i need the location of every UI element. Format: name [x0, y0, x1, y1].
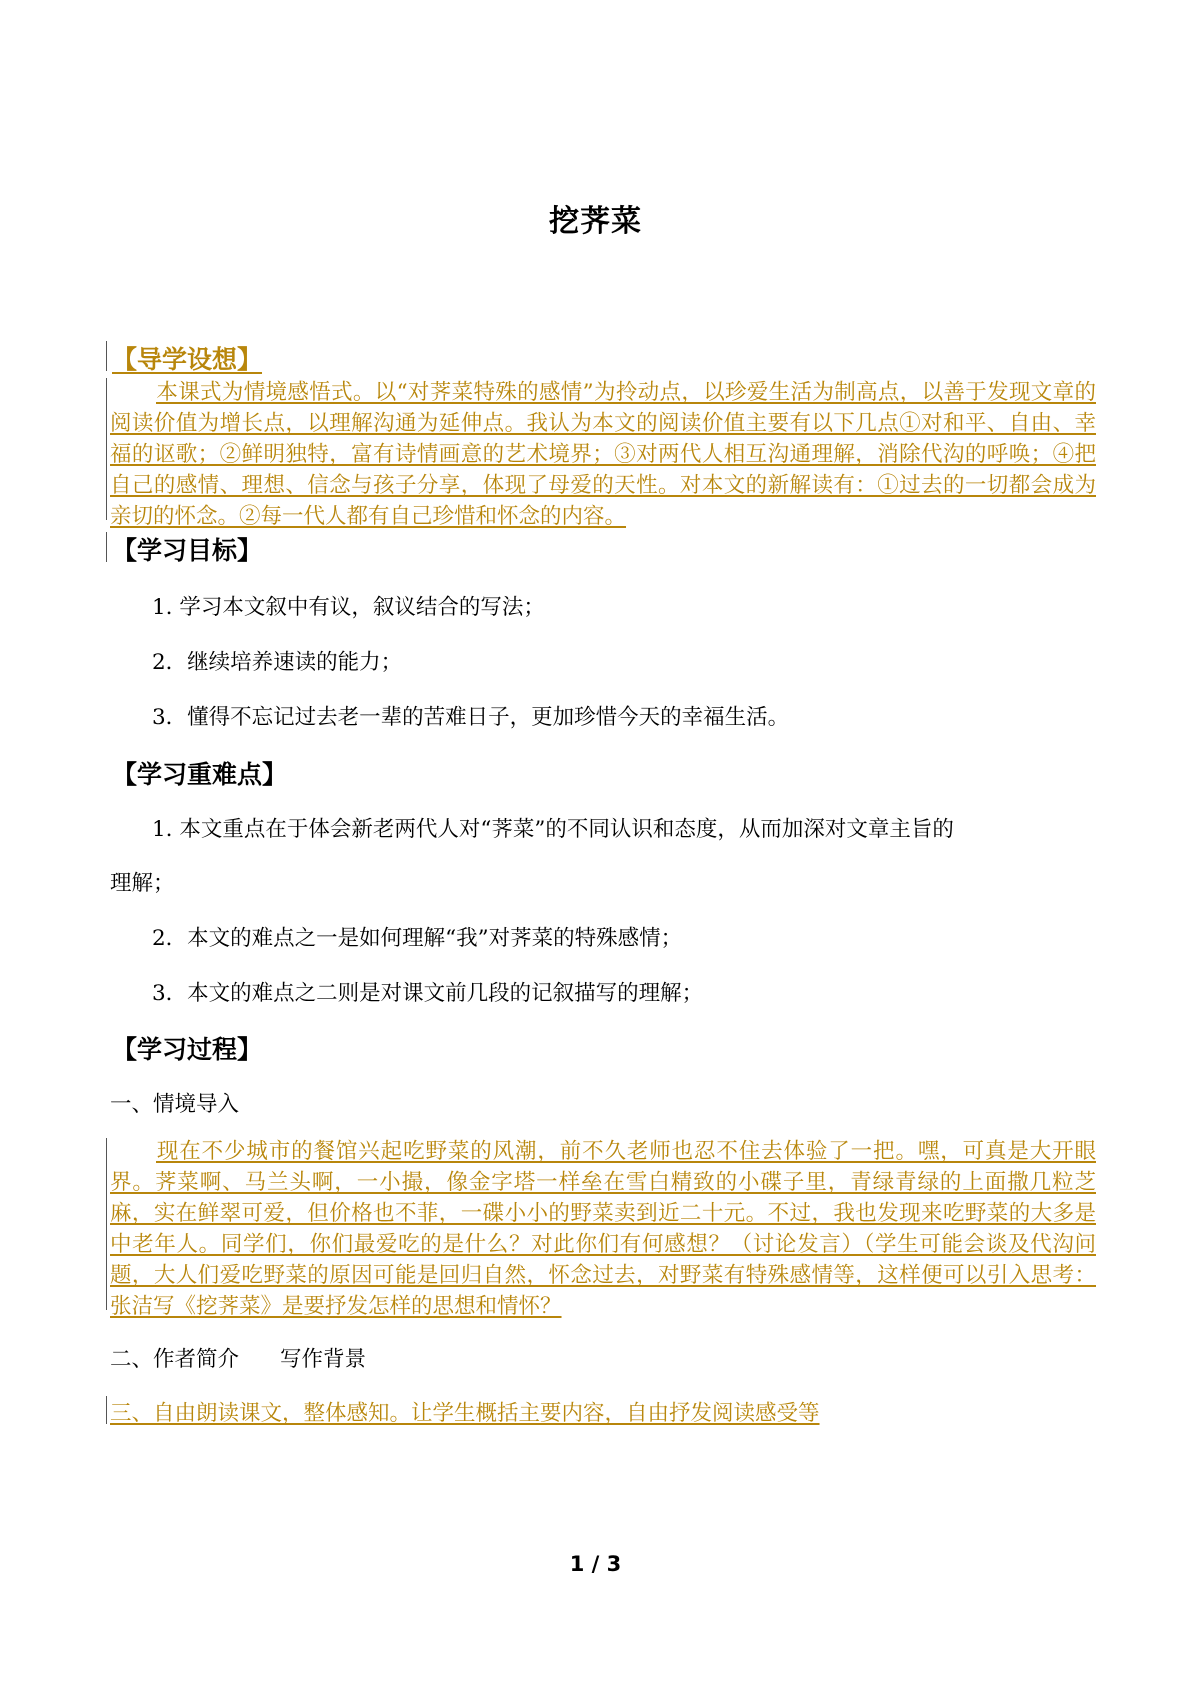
revision-bar — [106, 532, 107, 562]
keypoint-item-1-line-2: 理解； — [110, 871, 175, 896]
objective-item-3: 3．懂得不忘记过去老一辈的苦难日子，更加珍惜今天的幸福生活。 — [152, 705, 790, 730]
process-step-1-paragraph — [110, 1136, 1096, 1322]
process-step-3: 三、自由朗读课文，整体感知。让学生概括主要内容，自由抒发阅读感受等 — [110, 1401, 820, 1426]
keypoint-item-2: 2．本文的难点之一是如何理解“我”对荠菜的特殊感情； — [152, 926, 683, 951]
revision-bar — [106, 1396, 107, 1424]
process-heading: 【学习过程】 — [112, 1035, 263, 1064]
objective-item-1: 1. 学习本文叙中有议，叙议结合的写法； — [152, 595, 545, 620]
objectives-heading: 【学习目标】 — [112, 536, 263, 565]
process-step-1: 一、情境导入 — [110, 1092, 240, 1117]
process-step-1-body: 现在不少城市的餐馆兴起吃野菜的风潮，前不久老师也忍不住去体验了一把。嘿，可真是大开眼界。荠菜啊、马兰头啊，一小撮，像金字塔一样垒在雪白精致的小碟子里，青绿青绿的上面撒几粒芝麻，实在鲜翠可爱，但价格也不菲，一碟小小的野菜卖到近二十元。不过，我也发现来吃野菜的大多是中老年人。同学们，你们最爱吃的是什么？对此你们有何感想？（讨论发言）（学生可能会谈及代沟问题，大人们爱吃野菜的原因可能是回归自然，怀念过去，对野菜有特殊感情等，这样便可以引入思考：张洁写《挖荠菜》是要抒发怎样的思想和情怀？ — [110, 1139, 1096, 1319]
revision-bar — [106, 341, 107, 371]
keypoint-item-3: 3．本文的难点之二则是对课文前几段的记叙描写的理解； — [152, 981, 704, 1006]
process-step-2: 二、作者简介 写作背景 — [110, 1347, 367, 1372]
keypoints-heading: 【学习重难点】 — [112, 760, 288, 789]
revision-bar — [106, 1138, 107, 1310]
document-title: 挖荠菜 — [549, 204, 642, 239]
guide-body-text: 本课式为情境感悟式。以“对荠菜特殊的感情”为拎动点，以珍爱生活为制高点，以善于发现文章的阅读价值为增长点，以理解沟通为延伸点。我认为本文的阅读价值主要有以下几点①对和平、自由、幸福的讴歌；②鲜明独特，富有诗情画意的艺术境界；③对两代人相互沟通理解，消除代沟的呼唤；④把自己的感情、理想、信念与孩子分享，体现了母爱的天性。对本文的新解读有：①过去的一切都会成为亲切的怀念。②每一代人都有自己珍惜和怀念的内容。 — [110, 380, 1096, 529]
guide-paragraph — [110, 377, 1096, 532]
objective-item-2: 2．继续培养速读的能力； — [152, 650, 403, 675]
revision-bar — [106, 378, 107, 520]
page-number: 1 / 3 — [569, 1552, 622, 1576]
guide-heading: 【导学设想】 — [112, 345, 263, 374]
keypoint-item-1-line-1: 1. 本文重点在于体会新老两代人对“荠菜”的不同认识和态度，从而加深对文章主旨的 — [152, 817, 954, 842]
